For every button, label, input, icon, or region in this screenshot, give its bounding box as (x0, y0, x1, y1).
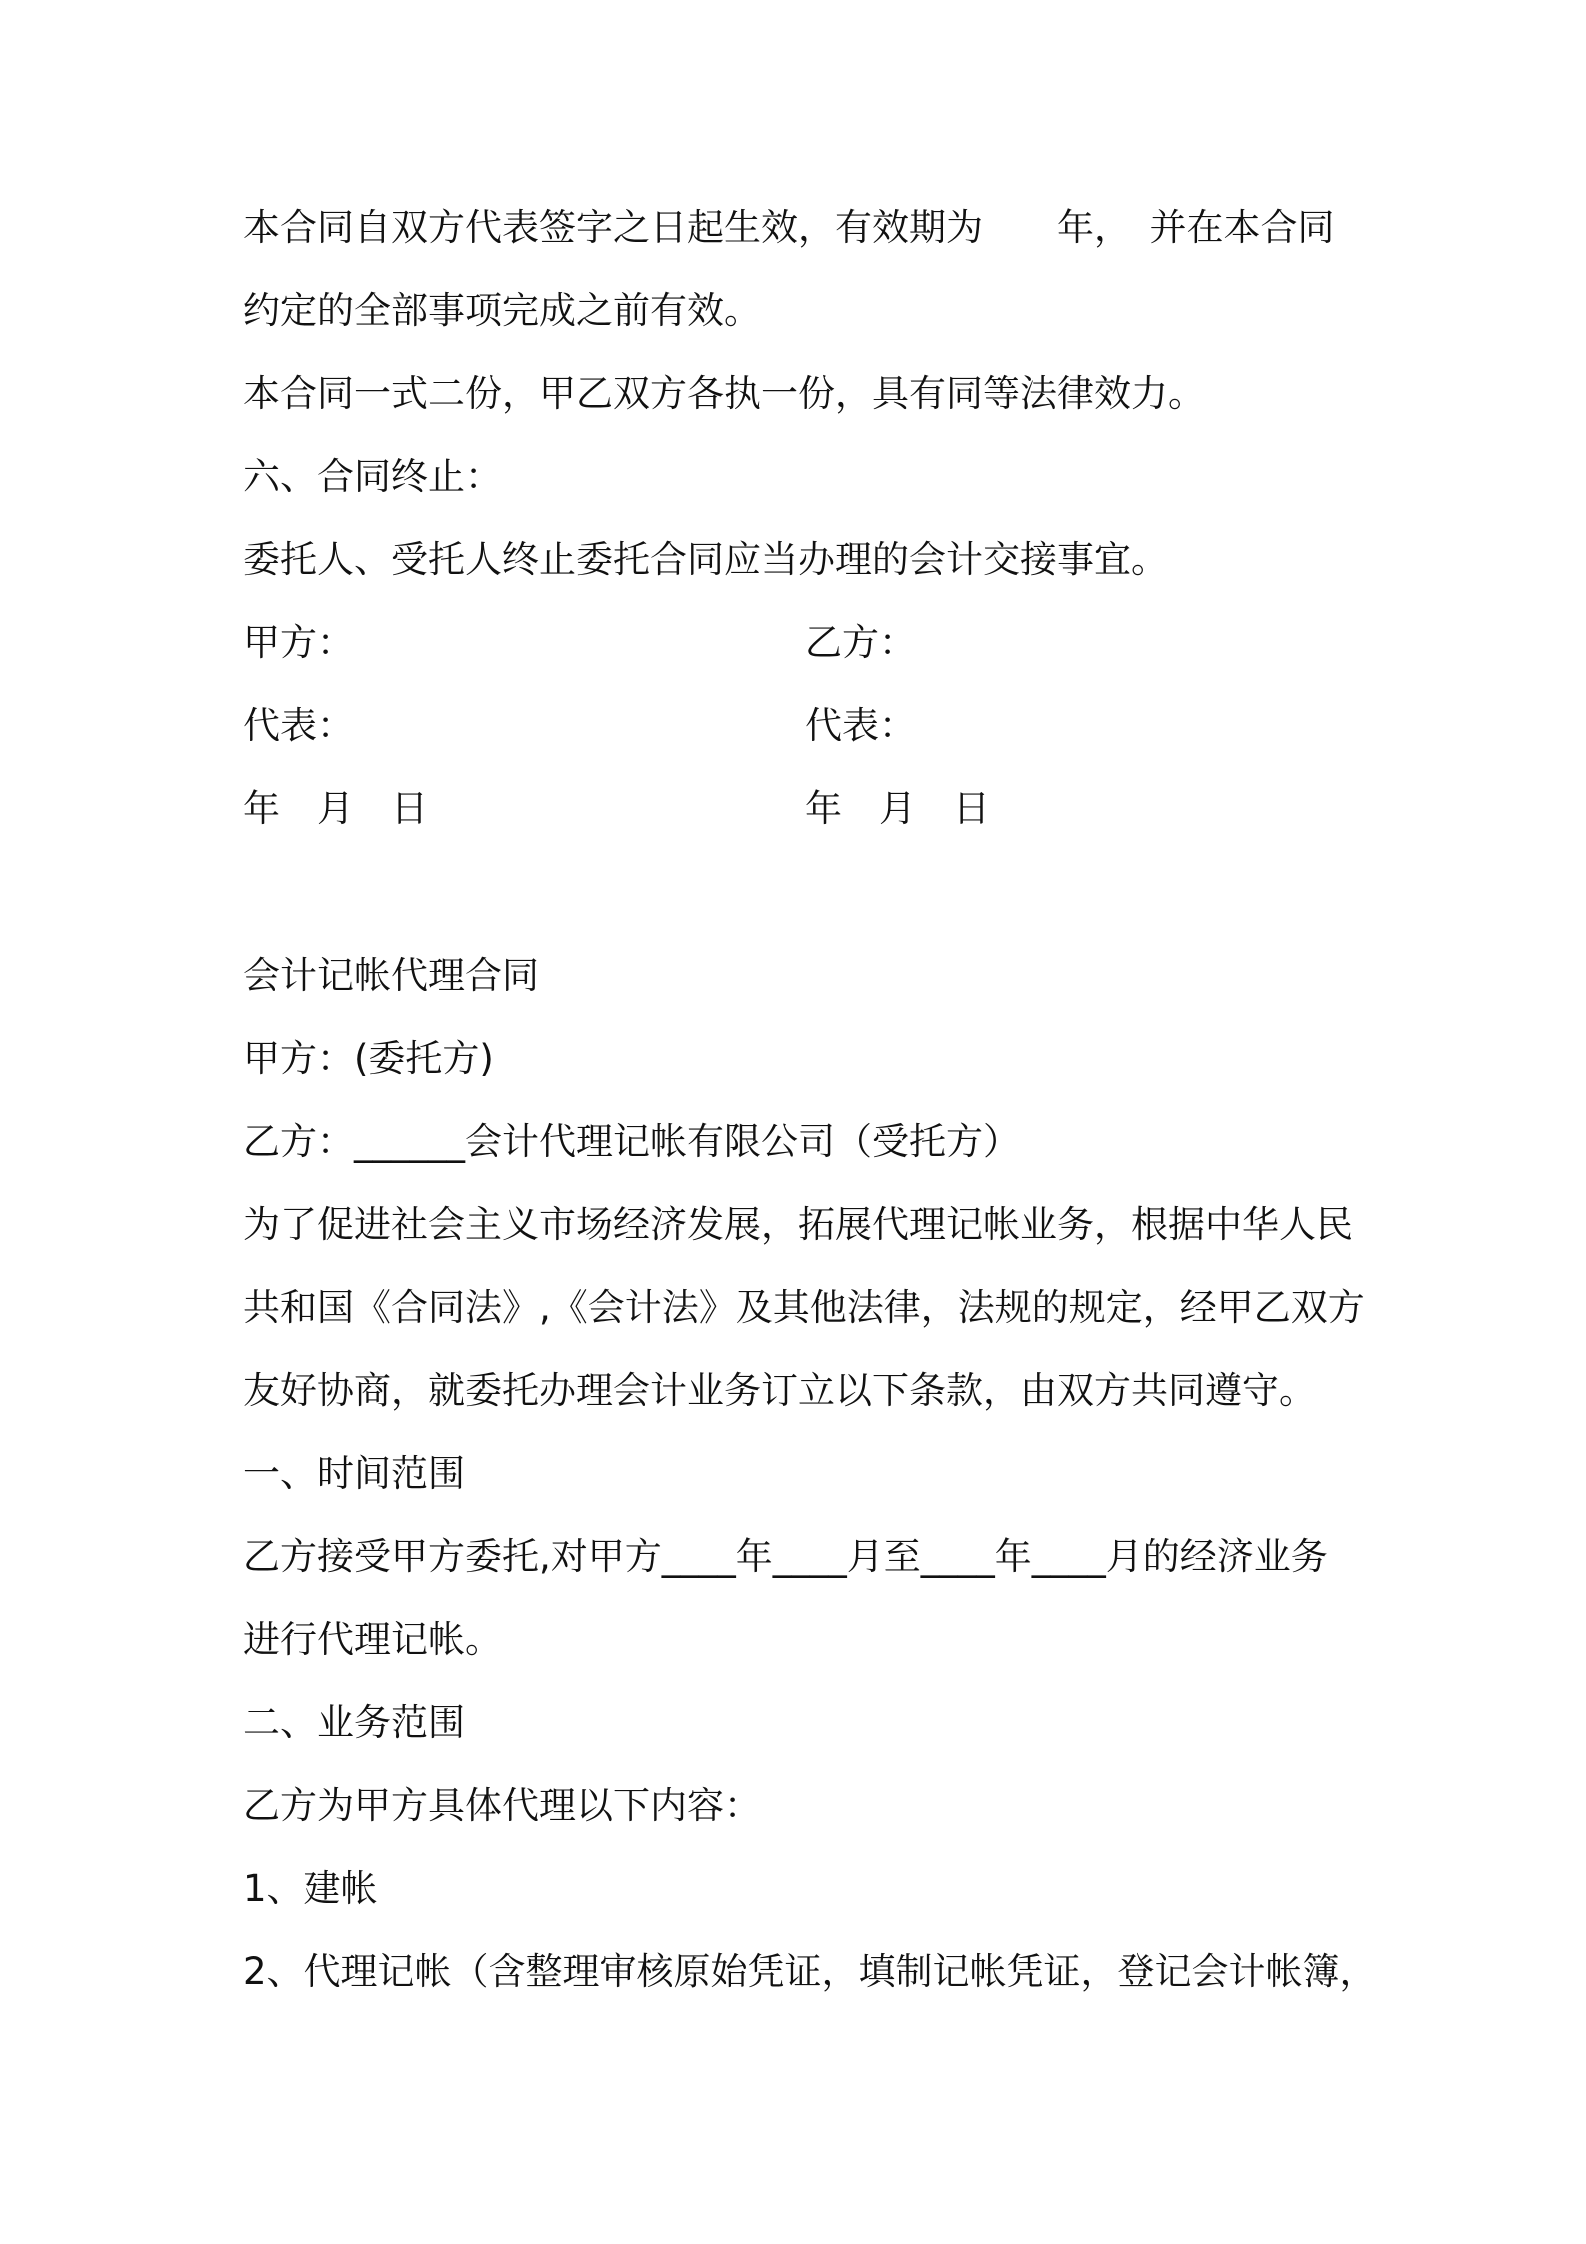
representative-b-label: 代表： (805, 704, 916, 747)
date-b: 年 月 日 (805, 787, 990, 830)
list-item-1: 1、建帐 (243, 1867, 378, 1910)
section-2-intro: 乙方为甲方具体代理以下内容： (243, 1784, 761, 1827)
section-1-heading: 一、时间范围 (243, 1452, 465, 1495)
section-1-line-2: 进行代理记帐。 (243, 1618, 502, 1661)
party-b-label: 乙方： (805, 621, 916, 664)
paragraph-copies: 本合同一式二份，甲乙双方各执一份，具有同等法律效力。 (243, 372, 1205, 415)
party-a-label: 甲方： (243, 621, 354, 664)
section-2-heading: 二、业务范围 (243, 1701, 465, 1744)
section-6-body: 委托人、受托人终止委托合同应当办理的会计交接事宜。 (243, 538, 1168, 581)
intro-line-2: 共和国《合同法》,《会计法》及其他法律，法规的规定，经甲乙双方 (243, 1286, 1365, 1329)
representative-a-label: 代表： (243, 704, 354, 747)
contract-party-a: 甲方：(委托方) (243, 1037, 494, 1080)
section-6-heading: 六、合同终止： (243, 455, 502, 498)
list-item-2: 2、代理记帐（含整理审核原始凭证，填制记帐凭证，登记会计帐簿， (243, 1950, 1377, 1993)
contract-party-b: 乙方：______会计代理记帐有限公司（受托方） (243, 1120, 1020, 1163)
contract-title: 会计记帐代理合同 (243, 954, 539, 997)
section-1-line-1: 乙方接受甲方委托,对甲方____年____月至____年____月的经济业务 (243, 1535, 1328, 1578)
date-a: 年 月 日 (243, 787, 428, 830)
paragraph-effective-term-line-1: 本合同自双方代表签字之日起生效，有效期为 年， 并在本合同 (243, 206, 1335, 249)
intro-line-1: 为了促进社会主义市场经济发展，拓展代理记帐业务，根据中华人民 (243, 1203, 1353, 1246)
intro-line-3: 友好协商，就委托办理会计业务订立以下条款，由双方共同遵守。 (243, 1369, 1316, 1412)
paragraph-effective-term-line-2: 约定的全部事项完成之前有效。 (243, 289, 761, 332)
